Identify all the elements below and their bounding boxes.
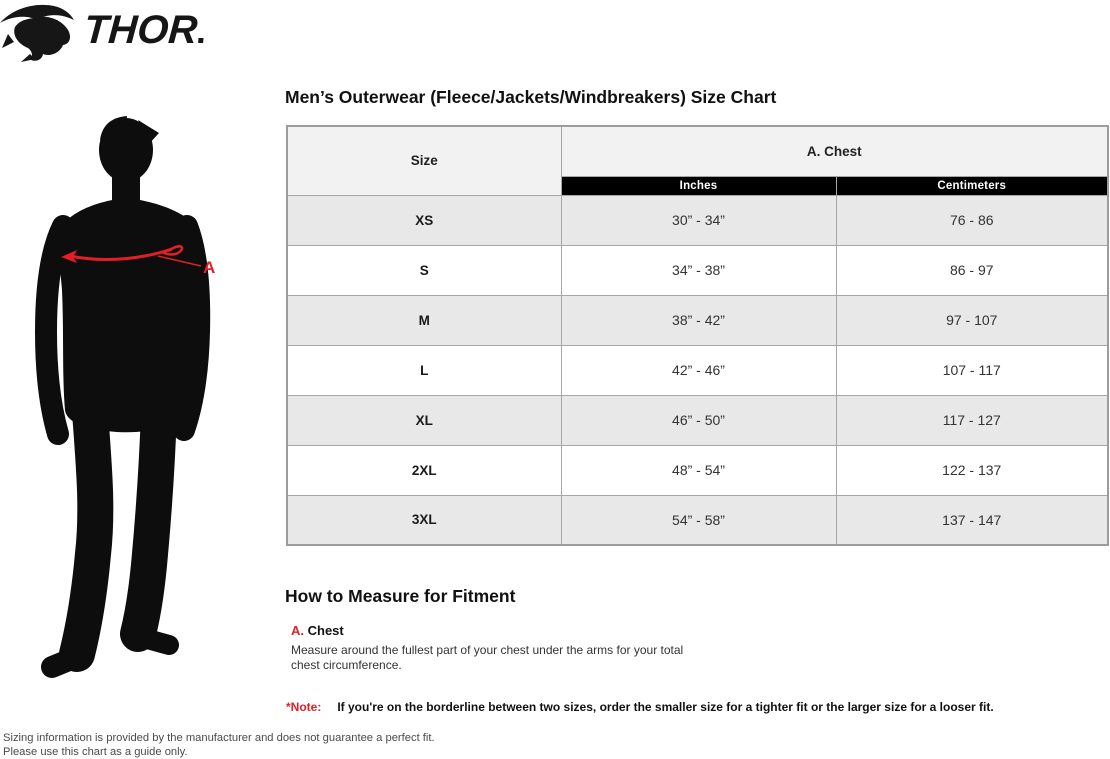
brand-logo-text [82,8,205,53]
centimeters-cell: 76 - 86 [836,195,1108,245]
chest-measure-label: A [203,258,216,277]
table-row [287,345,1108,395]
table-row [287,295,1108,345]
table-row [287,195,1108,245]
table-header [287,126,1108,195]
trademark-dot [198,38,203,43]
centimeters-cell: 86 - 97 [836,245,1108,295]
column-header-centimeters: Centimeters [836,176,1108,195]
centimeters-cell: 107 - 117 [836,345,1108,395]
table-row [287,395,1108,445]
size-table-body [287,195,1108,545]
note-label: *Note: [286,700,322,714]
inches-cell: 30” - 34” [561,195,836,245]
table-row [287,445,1108,495]
size-cell: M [287,295,561,345]
inches-cell: 42” - 46” [561,345,836,395]
centimeters-cell: 122 - 137 [836,445,1108,495]
note-text: If you're on the borderline between two sizes, order the smaller size for a tighter fit or the larger size for a looser fit. [337,700,994,714]
page-title: Men’s Outerwear (Fleece/Jackets/Windbreakers) Size Chart [285,87,777,107]
column-header-inches: Inches [561,176,836,195]
centimeters-cell: 137 - 147 [836,495,1108,545]
measure-label [291,623,711,638]
centimeters-cell: 117 - 127 [836,395,1108,445]
brand-name: THOR [82,8,199,52]
size-chart-table [286,125,1109,546]
size-cell: S [287,245,561,295]
brand-header [0,2,260,60]
size-cell: 2XL [287,445,561,495]
measure-key: A. [291,623,304,638]
measure-item-chest [291,623,711,673]
size-cell: 3XL [287,495,561,545]
size-cell: L [287,345,561,395]
measure-name: Chest [307,623,344,638]
disclaimer [3,731,435,759]
disclaimer-line1: Sizing information is provided by the manufacturer and does not guarantee a perfect fit. [3,732,435,744]
table-row [287,245,1108,295]
disclaimer-line2: Please use this chart as a guide only. [3,746,188,758]
thor-goat-logo-icon [0,4,80,62]
size-cell: XL [287,395,561,445]
size-cell: XS [287,195,561,245]
inches-cell: 34” - 38” [561,245,836,295]
measure-description: Measure around the fullest part of your chest under the arms for your total chest circumference. [291,643,684,672]
fit-note [286,700,994,714]
inches-cell: 38” - 42” [561,295,836,345]
inches-cell: 46” - 50” [561,395,836,445]
centimeters-cell: 97 - 107 [836,295,1108,345]
table-row [287,495,1108,545]
body-silhouette [58,116,198,432]
inches-cell: 48” - 54” [561,445,836,495]
measurement-figure [0,110,280,690]
column-header-chest: A. Chest [561,126,1108,176]
measure-section-title: How to Measure for Fitment [285,586,516,606]
inches-cell: 54” - 58” [561,495,836,545]
column-header-size: Size [287,126,561,195]
